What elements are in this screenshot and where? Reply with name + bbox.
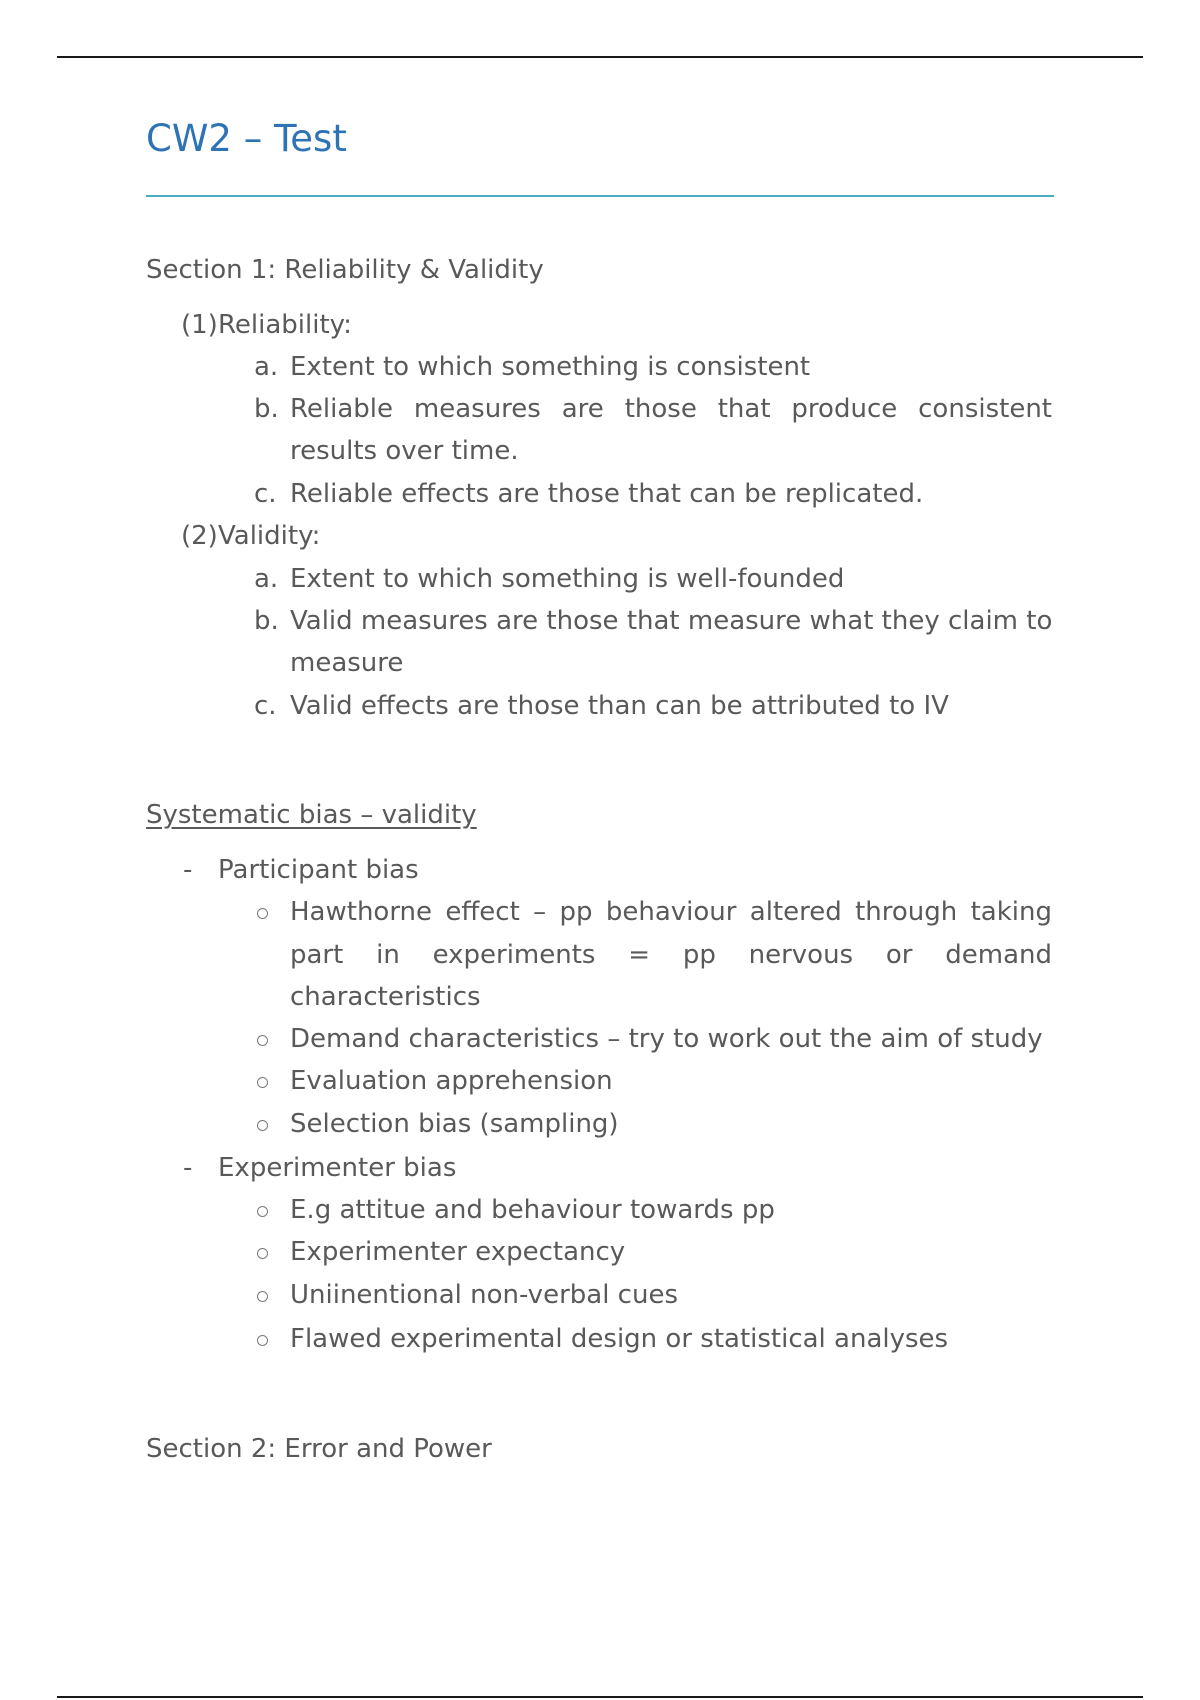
circle-bullet-icon (257, 1035, 268, 1046)
circle-bullet-icon (257, 1291, 268, 1302)
validity-item-b-marker: b. (254, 606, 279, 636)
validity-item-c: Valid effects are those than can be attributed to IV (290, 691, 949, 721)
participant-bias-item-4: Selection bias (sampling) (290, 1109, 619, 1139)
participant-bias-item-3: Evaluation apprehension (290, 1066, 613, 1096)
validity-label: Validity: (218, 521, 321, 551)
validity-item-b-line-1: Valid measures are those that measure what they claim to (290, 606, 1053, 636)
experimenter-bias-item-2: Experimenter expectancy (290, 1237, 626, 1267)
participant-bias-item-1-line-1: Hawthorne effect – pp behaviour altered through taking (290, 897, 1052, 927)
experimenter-bias-item-4: Flawed experimental design or statistical analyses (290, 1324, 949, 1354)
experimenter-bias-label: Experimenter bias (218, 1153, 457, 1183)
reliability-item-c-marker: c. (254, 479, 277, 509)
circle-bullet-icon (257, 1206, 268, 1217)
systematic-bias-heading: Systematic bias – validity (146, 800, 477, 830)
validity-item-c-marker: c. (254, 691, 277, 721)
circle-bullet-icon (257, 1120, 268, 1131)
experimenter-bias-item-1: E.g attitue and behaviour towards pp (290, 1195, 775, 1225)
reliability-label: Reliability: (218, 310, 352, 340)
participant-bias-item-1-line-3: characteristics (290, 982, 481, 1012)
section-1-heading: Section 1: Reliability & Validity (146, 255, 544, 285)
participant-bias-item-2: Demand characteristics – try to work out the aim of study (290, 1024, 1043, 1054)
reliability-marker: (1) (181, 310, 218, 340)
page-bottom-rule (57, 1696, 1143, 1698)
reliability-item-a: Extent to which something is consistent (290, 352, 811, 382)
page-top-rule (57, 56, 1143, 58)
participant-bias-label: Participant bias (218, 855, 419, 885)
reliability-item-a-marker: a. (254, 352, 279, 382)
document-title: CW2 – Test (146, 117, 347, 160)
reliability-item-b-marker: b. (254, 394, 279, 424)
experimenter-bias-marker: - (183, 1153, 193, 1183)
validity-item-b-line-2: measure (290, 648, 404, 678)
circle-bullet-icon (257, 1335, 268, 1346)
experimenter-bias-item-3: Uniinentional non-verbal cues (290, 1280, 678, 1310)
validity-item-a-marker: a. (254, 564, 279, 594)
reliability-item-c: Reliable effects are those that can be replicated. (290, 479, 924, 509)
validity-item-a: Extent to which something is well-founded (290, 564, 845, 594)
circle-bullet-icon (257, 1077, 268, 1088)
validity-marker: (2) (181, 521, 218, 551)
circle-bullet-icon (257, 1248, 268, 1259)
reliability-item-b-line-2: results over time. (290, 436, 519, 466)
reliability-item-b-line-1: Reliable measures are those that produce consistent (290, 394, 1052, 424)
participant-bias-marker: - (183, 855, 193, 885)
participant-bias-item-1-line-2: part in experiments = pp nervous or demand (290, 940, 1052, 970)
section-2-heading: Section 2: Error and Power (146, 1434, 492, 1464)
title-underline-rule (146, 195, 1054, 197)
circle-bullet-icon (257, 908, 268, 919)
